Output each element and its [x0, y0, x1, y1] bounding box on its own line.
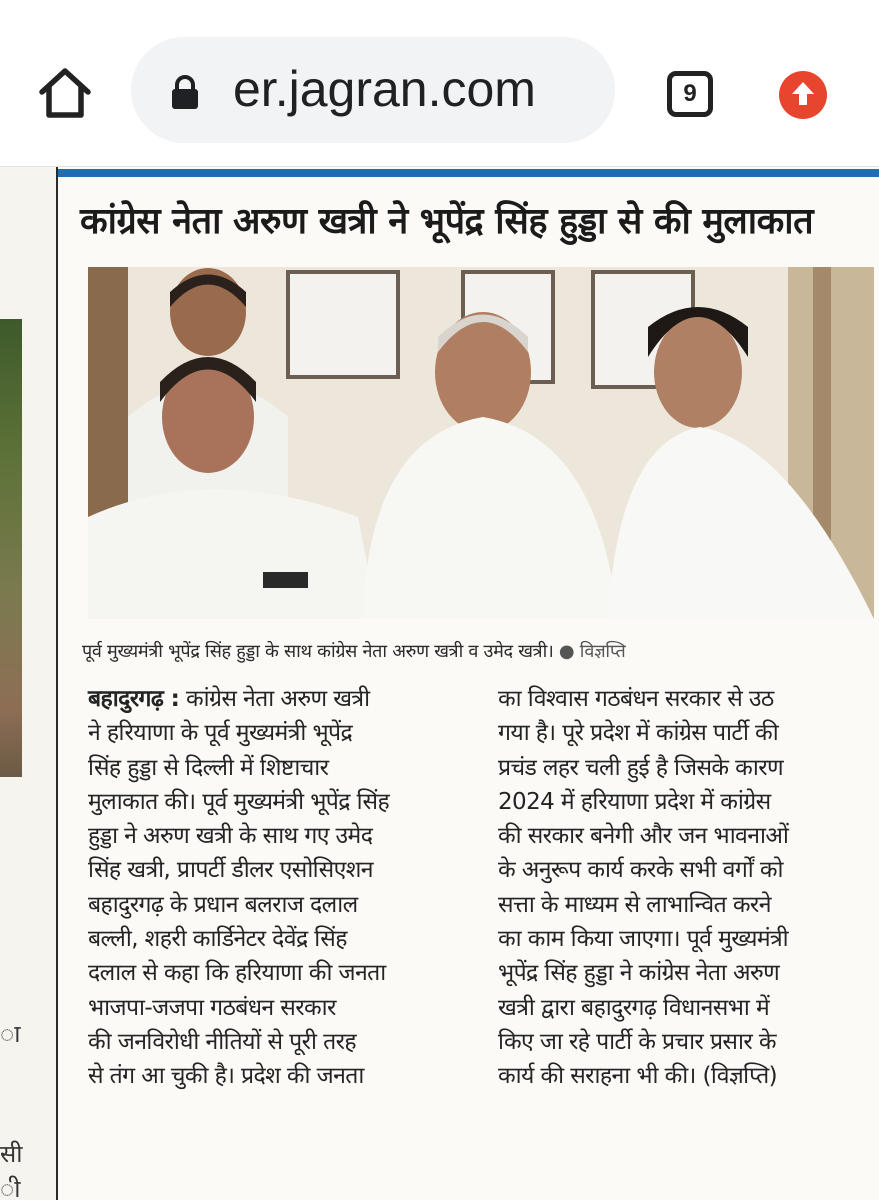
body-line: गया है। पूरे प्रदेश में कांग्रेस पार्टी की: [498, 720, 779, 747]
caption-credit: ● विज्ञप्ति: [558, 641, 626, 662]
arrow-up-circle-icon[interactable]: [778, 70, 828, 120]
article-column-2: [498, 682, 874, 1094]
body-line: सिंह हुड्डा से दिल्ली में शिष्टाचार: [88, 754, 329, 781]
adjacent-text: ा: [0, 1020, 21, 1048]
body-line: प्रचंड लहर चली हुई है जिसके कारण: [498, 754, 784, 781]
body-line: की सरकार बनेगी और जन भावनाओं: [498, 823, 789, 850]
body-line: सिंह खत्री, प्रापर्टी डीलर एसोसिएशन: [88, 857, 373, 884]
body-line: बहादुरगढ़ के प्रधान बलराज दलाल: [88, 891, 358, 918]
body-line: ने हरियाणा के पूर्व मुख्यमंत्री भूपेंद्र: [88, 720, 353, 747]
lock-icon: [170, 75, 200, 109]
article-headline: कांग्रेस नेता अरुण खत्री ने भूपेंद्र सिंह हुड्डा से की मुलाकात: [80, 201, 814, 242]
body-line: के अनुरूप कार्य करके सभी वर्गों को: [498, 857, 783, 884]
body-line: की जनविरोधी नीतियों से पूरी तरह: [88, 1028, 357, 1055]
address-bar[interactable]: [131, 37, 615, 143]
body-line: से तंग आ चुकी है। प्रदेश की जनता: [88, 1063, 364, 1090]
body-text: कांग्रेस नेता अरुण खत्री: [185, 686, 370, 712]
body-line: 2024 में हरियाणा प्रदेश में कांग्रेस: [498, 788, 771, 815]
body-line: बल्ली, शहरी कार्डिनेटर देवेंद्र सिंह: [88, 926, 347, 953]
body-line: कार्य की सराहना भी की। (विज्ञप्ति): [498, 1063, 778, 1090]
column-divider: [56, 167, 58, 1200]
body-line: किए जा रहे पार्टी के प्रचार प्रसार के: [498, 1028, 776, 1055]
adjacent-photo: [0, 319, 22, 777]
accent-rule: [58, 169, 879, 177]
body-line: का विश्वास गठबंधन सरकार से उठ: [498, 686, 774, 712]
body-line: भाजपा-जजपा गठबंधन सरकार: [88, 994, 336, 1021]
dateline: बहादुरगढ़ :: [88, 686, 180, 712]
tab-switcher-button[interactable]: 9: [667, 71, 713, 117]
body-line: दलाल से कहा कि हरियाणा की जनता: [88, 960, 386, 987]
article-column-1: [88, 682, 482, 1094]
adjacent-text: सी: [0, 1140, 23, 1168]
caption-text: पूर्व मुख्यमंत्री भूपेंद्र सिंह हुड्डा के साथ कांग्रेस नेता अरुण खत्री व उमेद खत्री।: [82, 641, 554, 662]
article-photo: [88, 267, 874, 619]
home-icon[interactable]: [34, 62, 96, 124]
newspaper-clipping: [0, 167, 879, 1200]
adjacent-column: [0, 167, 56, 1200]
browser-toolbar: [0, 0, 879, 167]
body-line: खत्री द्वारा बहादुरगढ़ विधानसभा में: [498, 994, 770, 1021]
body-line: मुलाकात की। पूर्व मुख्यमंत्री भूपेंद्र सिंह: [88, 788, 390, 815]
body-line: [88, 682, 482, 716]
body-line: सत्ता के माध्यम से लाभान्वित करने: [498, 891, 771, 918]
body-line: का काम किया जाएगा। पूर्व मुख्यमंत्री: [498, 926, 789, 953]
url-text: er.jagran.com: [233, 61, 536, 117]
adjacent-text: ी: [0, 1175, 21, 1200]
body-line: हुड्डा ने अरुण खत्री के साथ गए उमेद: [88, 823, 373, 850]
photo-caption: [82, 639, 874, 665]
body-line: भूपेंद्र सिंह हुड्डा ने कांग्रेस नेता अरुण: [498, 960, 780, 987]
